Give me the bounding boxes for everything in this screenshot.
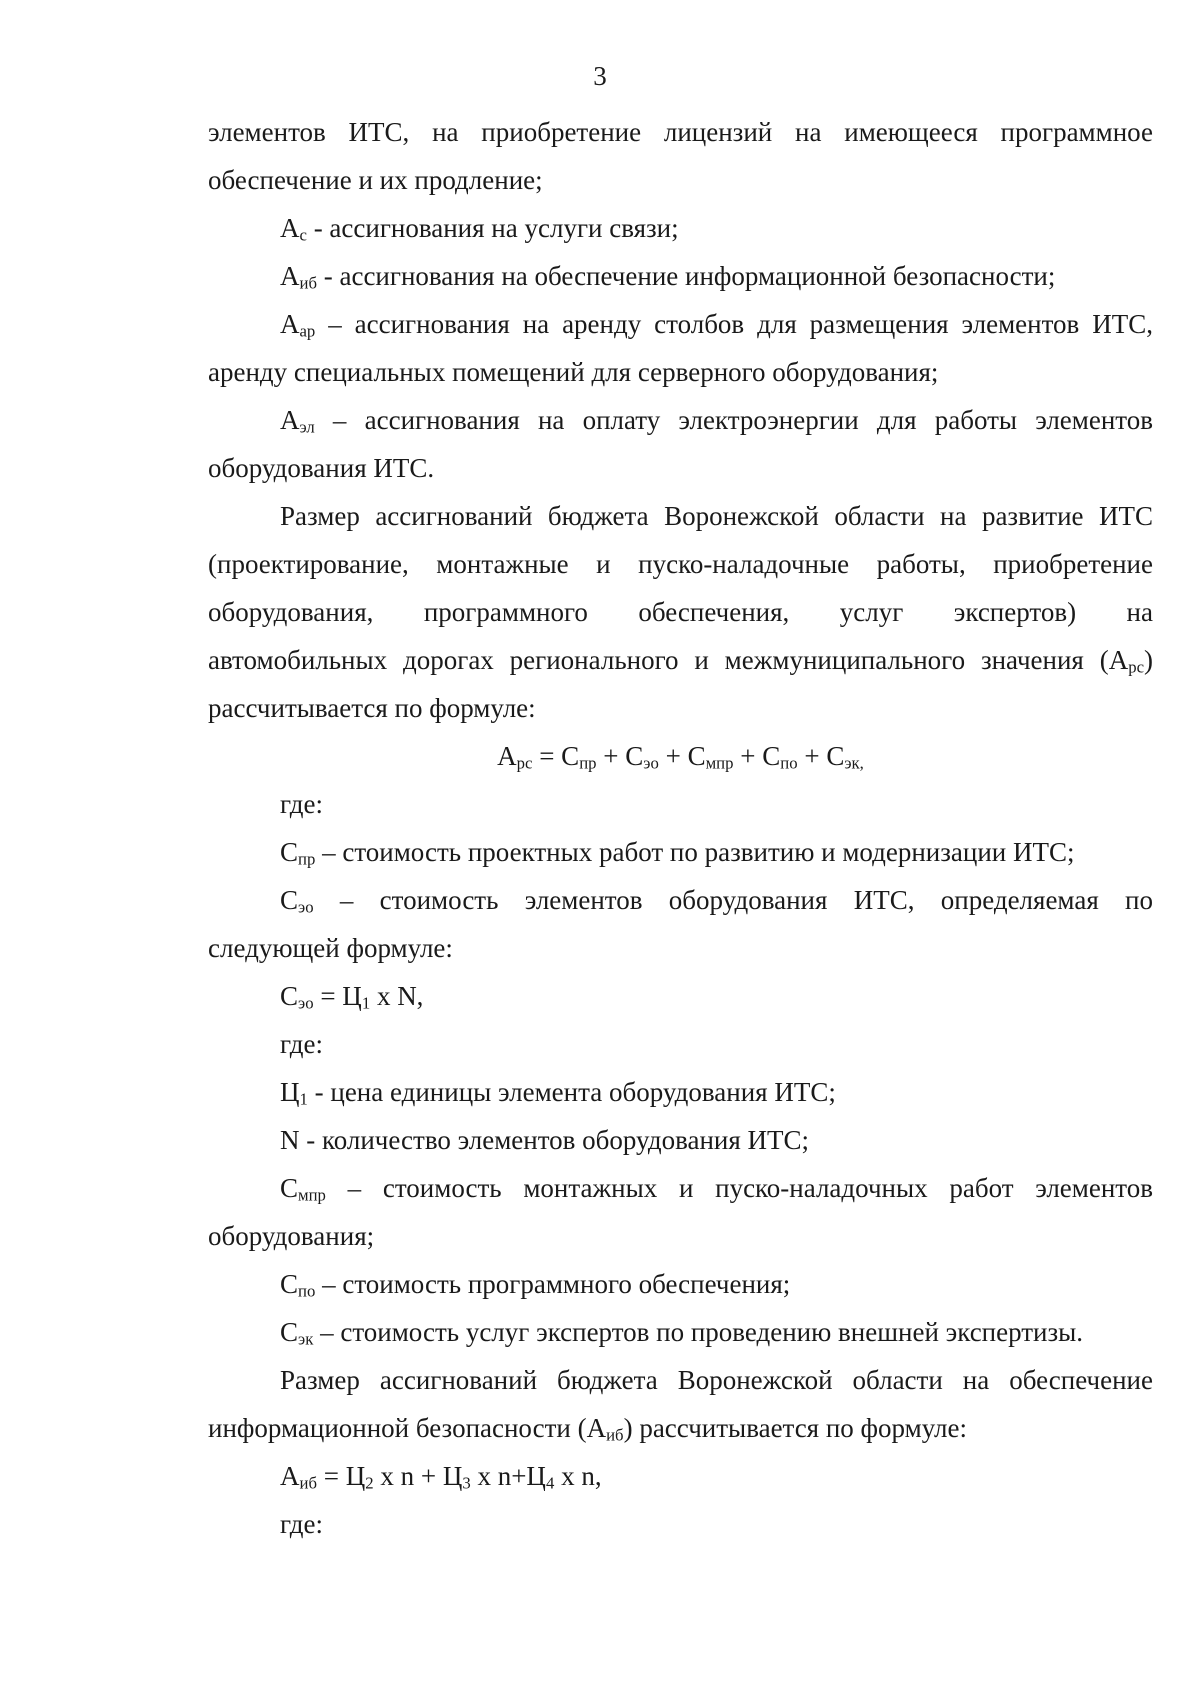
symbol: А <box>280 261 300 291</box>
subscript: эл <box>299 417 315 437</box>
text-line <box>208 636 1153 684</box>
formula-part: = Ц <box>316 1461 366 1491</box>
definition-line <box>208 876 1153 924</box>
line-text: ) <box>1144 645 1153 675</box>
subscript: эо <box>643 753 659 773</box>
subscript: иб <box>299 1473 317 1493</box>
formula-part: + С <box>797 741 845 771</box>
subscript: ар <box>299 321 316 341</box>
text-line: (проектирование, монтажные и пуско-наладочные работы, приобретение <box>208 549 1153 579</box>
subscript: эк <box>298 1329 314 1349</box>
formula-part: x N, <box>370 981 424 1011</box>
subscript: 1 <box>361 993 371 1013</box>
definition-line <box>208 204 1153 252</box>
subscript: по <box>780 753 798 773</box>
definition-text: - цена единицы элемента оборудования ИТС; <box>307 1077 836 1107</box>
definition-line <box>208 1164 1153 1212</box>
text-line: рассчитывается по формуле: <box>208 693 536 723</box>
symbol: С <box>280 981 299 1011</box>
symbol: А <box>280 309 300 339</box>
symbol: А <box>280 405 300 435</box>
subscript: 2 <box>365 1473 374 1493</box>
subscript: эо <box>298 897 314 917</box>
definition-line: N - количество элементов оборудования ИТС; <box>280 1125 810 1155</box>
definition-text: – стоимость проектных работ по развитию и модернизации ИТС; <box>315 837 1075 867</box>
formula-part: x n+Ц <box>470 1461 546 1491</box>
subscript: 3 <box>462 1473 471 1493</box>
subscript: иб <box>606 1425 624 1445</box>
symbol: С <box>280 1317 299 1347</box>
subscript: пр <box>298 849 316 869</box>
line-text: информационной безопасности (А <box>208 1413 607 1443</box>
definition-text: – ассигнования на аренду столбов для размещения элементов ИТС, <box>315 309 1153 339</box>
symbol: С <box>280 837 299 867</box>
formula-part: + С <box>733 741 781 771</box>
definition-text: – стоимость монтажных и пуско-наладочных работ элементов <box>325 1173 1153 1203</box>
text-line: где: <box>280 789 323 819</box>
subscript: иб <box>299 273 317 293</box>
subscript: мпр <box>705 753 734 773</box>
subscript: эо <box>298 993 314 1013</box>
subscript: 4 <box>545 1473 555 1493</box>
line-text: ) рассчитывается по формуле: <box>623 1413 967 1443</box>
document-body <box>208 108 1153 1548</box>
text-line: Размер ассигнований бюджета Воронежской области на развитие ИТС <box>280 501 1153 531</box>
definition-text: - ассигнования на обеспечение информационной безопасности; <box>316 261 1056 291</box>
subscript: пр <box>579 753 597 773</box>
subscript: 1 <box>299 1089 308 1109</box>
text-line <box>208 1404 1153 1452</box>
subscript: рс <box>1128 657 1144 677</box>
page-number: 3 <box>593 61 607 91</box>
formula-part: = С <box>532 741 580 771</box>
definition-line <box>208 252 1153 300</box>
definition-text: – стоимость элементов оборудования ИТС, определяемая по <box>313 885 1153 915</box>
symbol: Ц <box>280 1077 300 1107</box>
definition-line <box>208 1308 1153 1356</box>
formula-development-cost <box>208 732 1153 780</box>
text-line: оборудования; <box>208 1221 375 1251</box>
symbol: А <box>280 213 300 243</box>
definition-text: – стоимость программного обеспечения; <box>315 1269 791 1299</box>
subscript: с <box>299 225 307 245</box>
definition-text: – ассигнования на оплату электроэнергии для работы элементов <box>314 405 1153 435</box>
text-line: Размер ассигнований бюджета Воронежской области на обеспечение <box>280 1365 1153 1395</box>
formula-part: А <box>280 1461 300 1491</box>
text-line: где: <box>280 1509 323 1539</box>
text-line: обеспечение и их продление; <box>208 165 543 195</box>
definition-text: – стоимость услуг экспертов по проведению внешней экспертизы. <box>313 1317 1084 1347</box>
subscript: по <box>298 1281 316 1301</box>
formula-part: + С <box>596 741 644 771</box>
text-line: следующей формуле: <box>208 933 453 963</box>
definition-line <box>208 300 1153 348</box>
subscript: мпр <box>298 1185 326 1205</box>
subscript: эк, <box>844 753 864 773</box>
definition-line <box>208 1068 1153 1116</box>
subscript: рс <box>516 753 533 773</box>
text-line: элементов ИТС, на приобретение лицензий на имеющееся программное <box>208 117 1153 147</box>
definition-line <box>208 396 1153 444</box>
formula-part: x n, <box>554 1461 602 1491</box>
text-line: аренду специальных помещений для серверного оборудования; <box>208 357 939 387</box>
line-text: автомобильных дорогах регионального и межмуниципального значения (А <box>208 645 1129 675</box>
formula-part: + С <box>658 741 706 771</box>
text-line: оборудования ИТС. <box>208 453 435 483</box>
symbol: С <box>280 1269 299 1299</box>
definition-line <box>208 828 1153 876</box>
formula-info-security <box>208 1452 1153 1500</box>
formula-part: А <box>497 741 517 771</box>
definition-line <box>208 1260 1153 1308</box>
symbol: С <box>280 1173 299 1203</box>
formula-part: x n + Ц <box>373 1461 463 1491</box>
text-line: оборудования, программного обеспечения, услуг экспертов) на <box>208 597 1153 627</box>
text-line: где: <box>280 1029 323 1059</box>
formula-part: = Ц <box>313 981 362 1011</box>
definition-text: - ассигнования на услуги связи; <box>306 213 679 243</box>
symbol: С <box>280 885 299 915</box>
formula-equipment-cost <box>208 972 1153 1020</box>
